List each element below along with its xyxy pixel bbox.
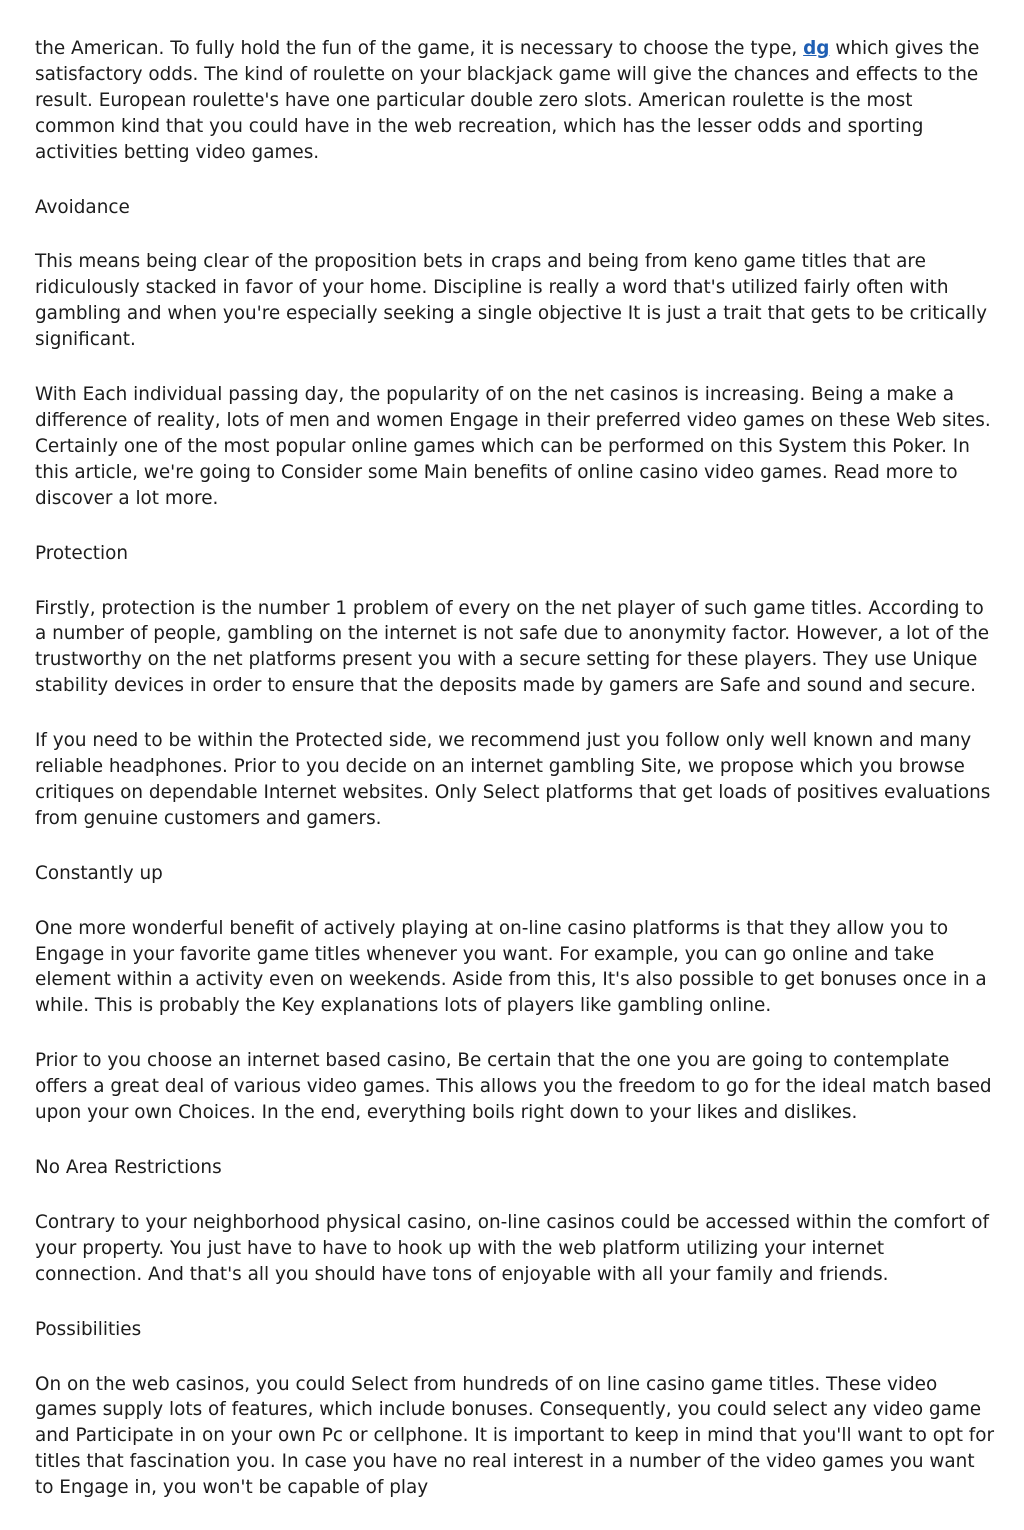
heading-constantly-up: Constantly up xyxy=(35,862,163,884)
paragraph-no-area: Contrary to your neighborhood physical casino, on-line casinos could be accessed within the comfort of your property. You just have to have to hook up with the web platform utilizing your internet connection. And that's all you should have tons of enjoyable with all your family and friends. xyxy=(35,1211,990,1285)
document-body xyxy=(35,36,995,1530)
paragraph-intro-text-before: the American. To fully hold the fun of the game, it is necessary to choose the type, xyxy=(35,38,804,59)
paragraph-possibilities: On on the web casinos, you could Select from hundreds of on line casino game titles. These video games supply lots of features, which include bonuses. Consequently, you could select any video game and Participate in on your own Pc or cellphone. It is important to keep in mind that you'll want to opt for titles that fascination you. In case you have no real interest in a number of the video games you want to Engage in, you won't be capable of play xyxy=(35,1373,995,1499)
paragraph-intro-text-after: which gives the satisfactory odds. The kind of roulette on your blackjack game will give the chances and effects to the result. European roulette's have one particular double zero slots. American roulette is the most common kind that you could have in the web recreation, which has the lesser odds and sporting activities betting video games. xyxy=(35,38,980,163)
paragraph-protection-1: Firstly, protection is the number 1 problem of every on the net player of such game titles. According to a number of people, gambling on the internet is not safe due to anonymity factor. However, a lot of the trustworthy on the net platforms present you with a secure setting for these players. They use Unique stability devices in order to ensure that the deposits made by gamers are Safe and sound and secure. xyxy=(35,597,990,697)
heading-protection: Protection xyxy=(35,542,129,564)
heading-possibilities: Possibilities xyxy=(35,1318,142,1340)
paragraph-constantly-1: One more wonderful benefit of actively playing at on-line casino platforms is that they allow you to Engage in your favorite game titles whenever you want. For example, you can go online and take element within a activity even on weekends. Aside from this, It's also possible to get bonuses once in a while. This is probably the Key explanations lots of players like gambling online. xyxy=(35,917,987,1017)
paragraph-avoidance: This means being clear of the proposition bets in craps and being from keno game titles that are ridiculously stacked in favor of your home. Discipline is really a word that's utilized fairly often with gambling and when you're especially seeking a single objective It is just a trait that gets to be critically significant. xyxy=(35,251,988,351)
paragraph-intro xyxy=(35,36,995,166)
paragraph-popularity: With Each individual passing day, the popularity of on the net casinos is increasing. Being a make a difference of reality, lots of men and women Engage in their preferred video games on these Web sites. Certainly one of the most popular online games which can be performed on this System this Poker. In this article, we're going to Consider some Main benefits of online casino video games. Read more to discover a lot more. xyxy=(35,384,991,509)
heading-avoidance: Avoidance xyxy=(35,196,130,218)
dg-link[interactable]: dg xyxy=(803,38,830,59)
paragraph-constantly-2: Prior to you choose an internet based casino, Be certain that the one you are going to contemplate offers a great deal of various video games. This allows you the freedom to go for the ideal match based upon your own Choices. In the end, everything boils right down to your likes and dislikes. xyxy=(35,1050,992,1124)
heading-no-area-restrictions: No Area Restrictions xyxy=(35,1157,222,1178)
paragraph-protection-2: If you need to be within the Protected side, we recommend just you follow only well known and many reliable headphones. Prior to you decide on an internet gambling Site, we propose which you browse critiques on dependable Internet websites. Only Select platforms that get loads of positives evaluations from genuine customers and gamers. xyxy=(35,730,991,829)
